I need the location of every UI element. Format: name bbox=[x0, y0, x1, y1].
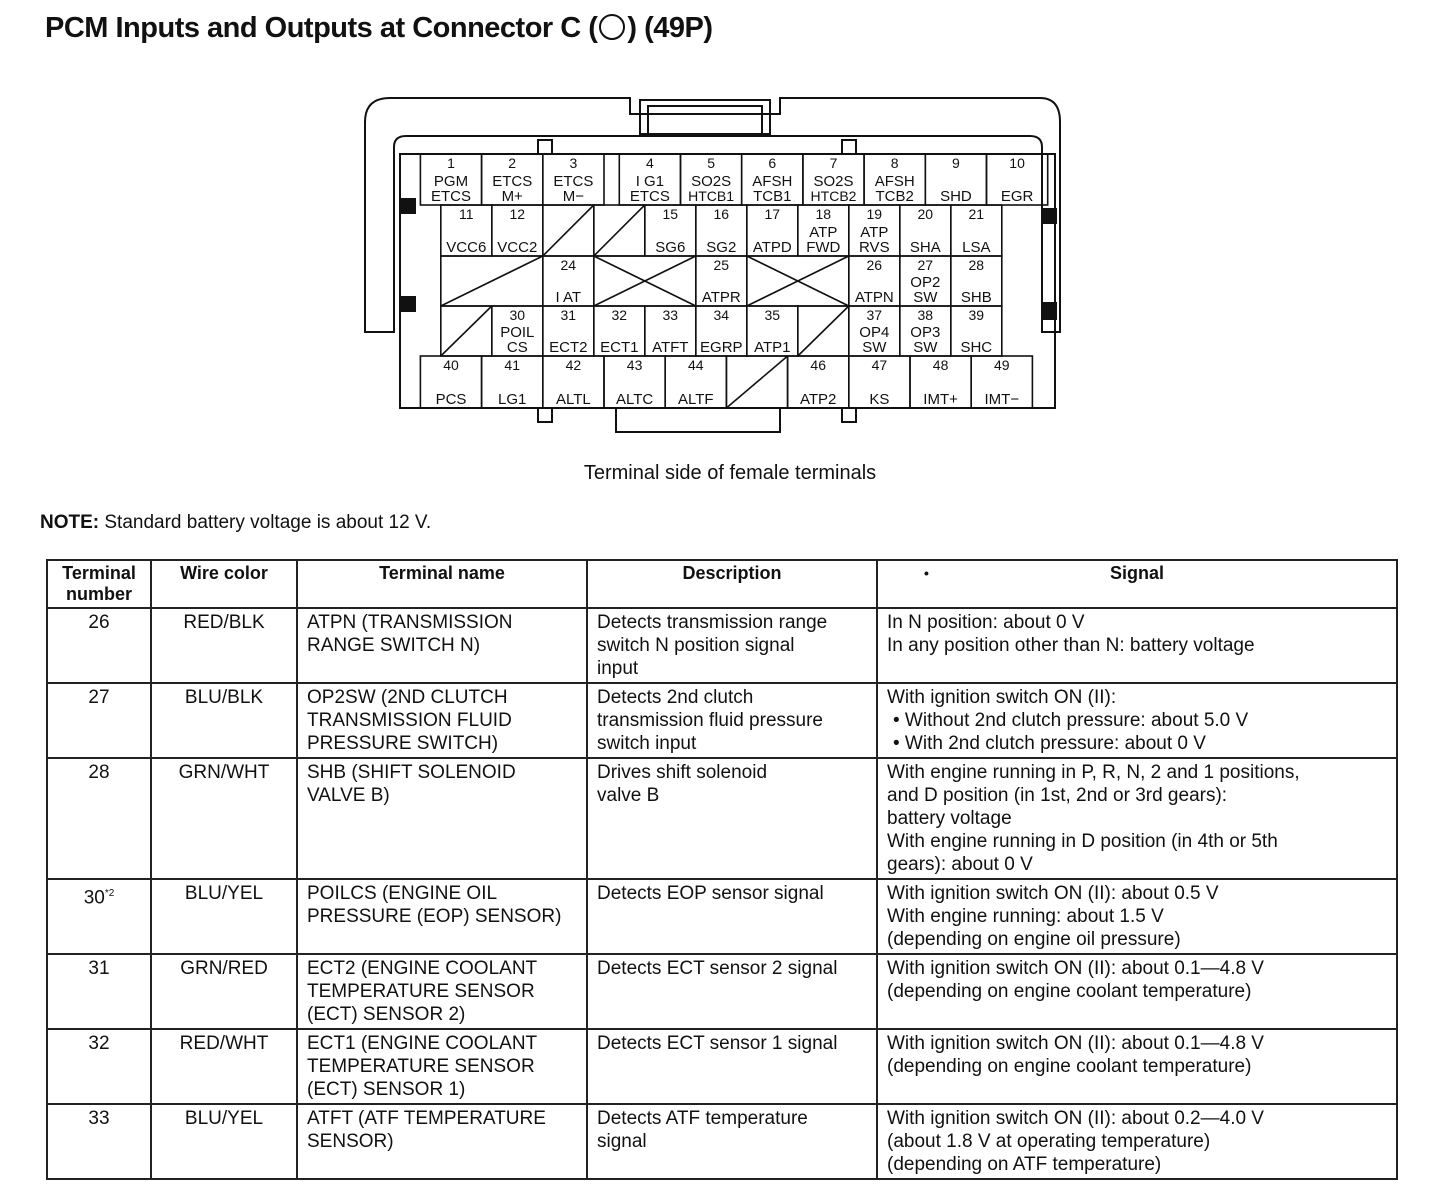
terminal-label: AFSH bbox=[752, 173, 793, 190]
terminal-number: 7 bbox=[829, 155, 838, 171]
cell-line: Drives shift solenoid bbox=[597, 762, 768, 783]
terminal-label: IMT− bbox=[984, 391, 1020, 408]
cell-terminal-name bbox=[297, 954, 587, 1029]
terminal-number: 15 bbox=[662, 206, 679, 222]
cell-signal bbox=[877, 1104, 1397, 1179]
terminal-number: 27 bbox=[917, 257, 934, 273]
cell-line: switch N position signal bbox=[597, 635, 795, 656]
terminal-label: HTCB1 bbox=[688, 188, 735, 204]
blank-diagonal bbox=[594, 205, 645, 256]
terminal-number: 18 bbox=[815, 206, 832, 222]
table-header-row bbox=[47, 560, 1397, 608]
table-row bbox=[47, 758, 1397, 879]
cell-signal bbox=[877, 608, 1397, 683]
terminal-number: 35 bbox=[764, 307, 781, 323]
cell-line: With ignition switch ON (II): about 0.1—4.8 V bbox=[887, 1033, 1264, 1054]
blank-diagonal bbox=[441, 256, 543, 306]
cell-wire-color: BLU/YEL bbox=[151, 1104, 297, 1179]
cell-line: Detects ECT sensor 1 signal bbox=[597, 1033, 838, 1054]
cell-wire-color: RED/WHT bbox=[151, 1029, 297, 1104]
header-terminal-name: Terminal name bbox=[297, 560, 587, 608]
terminal-number: 10 bbox=[1009, 155, 1025, 171]
terminal-number: 41 bbox=[504, 357, 520, 373]
terminal-number: 43 bbox=[626, 357, 643, 373]
header-signal: • Signal bbox=[877, 560, 1397, 608]
terminal-label: LG1 bbox=[498, 391, 527, 408]
cell-line: (ECT) SENSOR 2) bbox=[307, 1004, 466, 1025]
terminal-label: ATPD bbox=[752, 239, 792, 256]
terminal-label: M+ bbox=[501, 188, 523, 205]
terminal-label: I AT bbox=[555, 289, 582, 306]
terminal-label: SHC bbox=[960, 339, 993, 356]
cell-signal bbox=[877, 954, 1397, 1029]
terminal-label: SW bbox=[913, 339, 938, 356]
terminal-number: 3 bbox=[569, 155, 578, 171]
note-text: Standard battery voltage is about 12 V. bbox=[99, 512, 432, 533]
terminal-label: HTCB2 bbox=[810, 188, 857, 204]
terminal-number: 25 bbox=[713, 257, 730, 273]
cell-description bbox=[587, 758, 877, 879]
blank-diagonal bbox=[543, 205, 594, 256]
table-row bbox=[47, 683, 1397, 758]
note bbox=[40, 512, 431, 534]
cell-description bbox=[587, 683, 877, 758]
terminal-number: 21 bbox=[968, 206, 985, 222]
terminal-label: VCC2 bbox=[497, 239, 538, 256]
cell-line: OP2SW (2ND CLUTCH bbox=[307, 687, 508, 708]
cell-line: • Without 2nd clutch pressure: about 5.0 V bbox=[893, 710, 1249, 731]
cell-line: TRANSMISSION FLUID bbox=[307, 710, 512, 731]
terminal-number: 40 bbox=[443, 357, 459, 373]
cell-line: gears): about 0 V bbox=[887, 854, 1033, 875]
cell-wire-color: GRN/RED bbox=[151, 954, 297, 1029]
cell-wire-color: GRN/WHT bbox=[151, 758, 297, 879]
cell-line: ECT2 (ENGINE COOLANT bbox=[307, 958, 538, 979]
cell-line: (depending on engine oil pressure) bbox=[887, 929, 1181, 950]
terminal-label: SW bbox=[862, 339, 887, 356]
title-suffix: ) (49P) bbox=[627, 12, 713, 44]
cell-line: POILCS (ENGINE OIL bbox=[307, 883, 498, 904]
cell-signal bbox=[877, 1029, 1397, 1104]
cell-line: With engine running: about 1.5 V bbox=[887, 906, 1164, 927]
cell-description bbox=[587, 1104, 877, 1179]
cell-line: SENSOR) bbox=[307, 1131, 394, 1152]
terminal-number: 24 bbox=[560, 257, 577, 273]
cell-line: With ignition switch ON (II): about 0.2—4.0 V bbox=[887, 1108, 1264, 1129]
cell-line: transmission fluid pressure bbox=[597, 710, 823, 731]
cell-line: and D position (in 1st, 2nd or 3rd gears): bbox=[887, 785, 1228, 806]
terminal-number: 48 bbox=[932, 357, 949, 373]
cell-line: • With 2nd clutch pressure: about 0 V bbox=[893, 733, 1206, 754]
cell-line: TEMPERATURE SENSOR bbox=[307, 981, 535, 1002]
terminal-number: 33 bbox=[662, 307, 679, 323]
terminal-number: 17 bbox=[764, 206, 781, 222]
cell-line: switch input bbox=[597, 733, 697, 754]
cell-line: Detects ATF temperature bbox=[597, 1108, 808, 1129]
table-row bbox=[47, 1104, 1397, 1179]
terminal-number: 9 bbox=[952, 155, 960, 171]
terminal-number: 5 bbox=[707, 155, 715, 171]
cell-wire-color: BLU/BLK bbox=[151, 683, 297, 758]
cell-line: Detects ECT sensor 2 signal bbox=[597, 958, 838, 979]
terminal-label: ETCS bbox=[492, 173, 533, 190]
cell-terminal-name bbox=[297, 758, 587, 879]
terminal-number: 12 bbox=[509, 206, 526, 222]
cell-line: With ignition switch ON (II): about 0.1—4.8 V bbox=[887, 958, 1264, 979]
terminal-number: 38 bbox=[917, 307, 934, 323]
terminal-label: TCB1 bbox=[753, 188, 792, 205]
terminal-label: ALTL bbox=[556, 391, 591, 408]
terminal-number: 39 bbox=[968, 307, 985, 323]
cell-terminal-number: 28 bbox=[47, 758, 151, 879]
terminal-label: PGM bbox=[433, 173, 469, 190]
terminal-label: ECT1 bbox=[600, 339, 639, 356]
terminal-label: POIL bbox=[500, 324, 535, 341]
footnote-mark: *2 bbox=[104, 888, 115, 899]
table-row bbox=[47, 879, 1397, 954]
cell-line: input bbox=[597, 658, 639, 679]
title-text: PCM Inputs and Outputs at Connector C ( bbox=[45, 12, 598, 44]
terminal-number: 11 bbox=[459, 206, 474, 222]
terminal-number: 49 bbox=[994, 357, 1010, 373]
cell-description bbox=[587, 608, 877, 683]
cell-terminal-name bbox=[297, 1104, 587, 1179]
cell-line: ECT1 (ENGINE COOLANT bbox=[307, 1033, 538, 1054]
diagram-caption: Terminal side of female terminals bbox=[583, 462, 877, 484]
cell-signal bbox=[877, 879, 1397, 954]
cell-terminal-name bbox=[297, 879, 587, 954]
terminal-label: IMT+ bbox=[923, 391, 958, 408]
terminal-number: 30 bbox=[509, 307, 526, 323]
terminal-label: ATPN bbox=[854, 289, 894, 306]
terminal-label: OP4 bbox=[859, 324, 890, 341]
terminal-number: 37 bbox=[866, 307, 883, 323]
cell-description bbox=[587, 879, 877, 954]
terminal-label: OP3 bbox=[910, 324, 941, 341]
cell-terminal-number: 27 bbox=[47, 683, 151, 758]
table-row bbox=[47, 1029, 1397, 1104]
terminal-label: ALTF bbox=[678, 391, 714, 408]
terminal-label: SHD bbox=[940, 188, 972, 205]
cell-line: ATPN (TRANSMISSION bbox=[307, 612, 513, 633]
blank-diagonal bbox=[441, 306, 492, 356]
terminal-label: ETCS bbox=[629, 188, 670, 205]
terminal-label: EGR bbox=[1000, 188, 1034, 205]
terminal-label: TCB2 bbox=[875, 188, 914, 205]
terminal-label: SO2S bbox=[691, 173, 732, 190]
cell-line: PRESSURE SWITCH) bbox=[307, 733, 499, 754]
cell-line: ATFT (ATF TEMPERATURE bbox=[307, 1108, 546, 1129]
terminal-number: 26 bbox=[866, 257, 883, 273]
terminal-label: SG2 bbox=[706, 239, 737, 256]
terminal-label: ATP2 bbox=[799, 391, 837, 408]
terminal-number: 44 bbox=[688, 357, 704, 373]
terminal-number: 19 bbox=[866, 206, 883, 222]
cell-line: (depending on ATF temperature) bbox=[887, 1154, 1162, 1175]
cell-line: (depending on engine coolant temperature) bbox=[887, 981, 1252, 1002]
terminal-number: 8 bbox=[890, 155, 899, 171]
terminal-label: SO2S bbox=[813, 173, 854, 190]
terminal-label: SG6 bbox=[655, 239, 686, 256]
terminal-number: 47 bbox=[871, 357, 888, 373]
terminal-number: 28 bbox=[968, 257, 985, 273]
terminal-label: EGRP bbox=[700, 339, 743, 356]
terminal-number: 31 bbox=[560, 307, 577, 323]
cell-line: In any position other than N: battery voltage bbox=[887, 635, 1255, 656]
cell-description bbox=[587, 1029, 877, 1104]
terminal-label: VCC6 bbox=[446, 239, 487, 256]
terminal-label: SW bbox=[913, 289, 938, 306]
cell-line: With ignition switch ON (II): about 0.5 V bbox=[887, 883, 1219, 904]
cell-signal bbox=[877, 683, 1397, 758]
terminal-number: 6 bbox=[768, 155, 777, 171]
cell-line: In N position: about 0 V bbox=[887, 612, 1085, 633]
cell-terminal-number: 33 bbox=[47, 1104, 151, 1179]
cell-line: RANGE SWITCH N) bbox=[307, 635, 481, 656]
page-title bbox=[45, 12, 713, 45]
cell-terminal-number: 32 bbox=[47, 1029, 151, 1104]
cell-line: signal bbox=[597, 1131, 647, 1152]
cell-line: valve B bbox=[597, 785, 660, 806]
terminal-label: ATPR bbox=[701, 289, 741, 306]
terminal-label: AFSH bbox=[874, 173, 915, 190]
cell-line: Detects transmission range bbox=[597, 612, 828, 633]
terminal-label: M− bbox=[562, 188, 585, 205]
circle-icon bbox=[599, 14, 625, 40]
connector-diagram bbox=[360, 92, 1070, 442]
terminal-label: KS bbox=[869, 391, 890, 408]
terminal-number: 32 bbox=[611, 307, 628, 323]
terminal-label: SHA bbox=[909, 239, 941, 256]
blank-diagonal bbox=[726, 356, 787, 408]
terminal-label: ALTC bbox=[615, 391, 654, 408]
terminal-label: OP2 bbox=[910, 274, 941, 291]
terminal-number: 42 bbox=[565, 357, 582, 373]
terminal-label: ATFT bbox=[652, 339, 689, 356]
terminal-table bbox=[46, 559, 1398, 1180]
terminal-label: CS bbox=[506, 339, 528, 356]
cell-terminal-name bbox=[297, 1029, 587, 1104]
terminal-label: I G1 bbox=[635, 173, 665, 190]
cell-terminal-number: 26 bbox=[47, 608, 151, 683]
cell-line: With ignition switch ON (II): bbox=[887, 687, 1117, 708]
cell-line: (about 1.8 V at operating temperature) bbox=[887, 1131, 1211, 1152]
terminal-label: LSA bbox=[962, 239, 991, 256]
cell-line: With engine running in P, R, N, 2 and 1 positions, bbox=[887, 762, 1300, 783]
terminal-label: ETCS bbox=[430, 188, 472, 205]
cell-line: VALVE B) bbox=[307, 785, 390, 806]
terminal-label: ETCS bbox=[553, 173, 594, 190]
cell-wire-color: BLU/YEL bbox=[151, 879, 297, 954]
terminal-number: 4 bbox=[646, 155, 654, 171]
terminal-label: PCS bbox=[435, 391, 467, 408]
terminal-label: ATP1 bbox=[754, 339, 791, 356]
cell-terminal-number: 31 bbox=[47, 954, 151, 1029]
terminal-number: 2 bbox=[508, 155, 517, 171]
cell-line: TEMPERATURE SENSOR bbox=[307, 1056, 535, 1077]
terminal-number: 34 bbox=[713, 307, 730, 323]
header-description: Description bbox=[587, 560, 877, 608]
table-row bbox=[47, 954, 1397, 1029]
cell-line: battery voltage bbox=[887, 808, 1012, 829]
cell-line: Detects EOP sensor signal bbox=[597, 883, 824, 904]
cell-terminal-number: 30$^{*2}$ bbox=[47, 879, 151, 954]
cell-line: Detects 2nd clutch bbox=[597, 687, 754, 708]
table-row bbox=[47, 608, 1397, 683]
cell-line: With engine running in D position (in 4th or 5th bbox=[887, 831, 1278, 852]
terminal-label: RVS bbox=[859, 239, 890, 256]
terminal-label: ATP bbox=[809, 224, 838, 241]
cell-description bbox=[587, 954, 877, 1029]
cell-line: (ECT) SENSOR 1) bbox=[307, 1079, 466, 1100]
terminal-number: 20 bbox=[917, 206, 934, 222]
terminal-label: ATP bbox=[860, 224, 889, 241]
terminal-label: SHB bbox=[960, 289, 992, 306]
cell-terminal-name bbox=[297, 608, 587, 683]
cell-signal bbox=[877, 758, 1397, 879]
cell-line: (depending on engine coolant temperature) bbox=[887, 1056, 1252, 1077]
header-wire-color: Wire color bbox=[151, 560, 297, 608]
note-label: NOTE: bbox=[40, 512, 100, 533]
terminal-number: 46 bbox=[810, 357, 826, 373]
terminal-label: ECT2 bbox=[549, 339, 588, 356]
cell-line: SHB (SHIFT SOLENOID bbox=[307, 762, 516, 783]
cell-line: PRESSURE (EOP) SENSOR) bbox=[307, 906, 562, 927]
cell-terminal-name bbox=[297, 683, 587, 758]
cell-wire-color: RED/BLK bbox=[151, 608, 297, 683]
terminal-label: FWD bbox=[806, 239, 841, 256]
terminal-number: 1 bbox=[447, 155, 455, 171]
header-terminal-number: Terminal number bbox=[47, 560, 151, 608]
blank-diagonal bbox=[798, 306, 849, 356]
header-mark: • bbox=[924, 565, 929, 581]
terminal-number: 16 bbox=[713, 206, 730, 222]
